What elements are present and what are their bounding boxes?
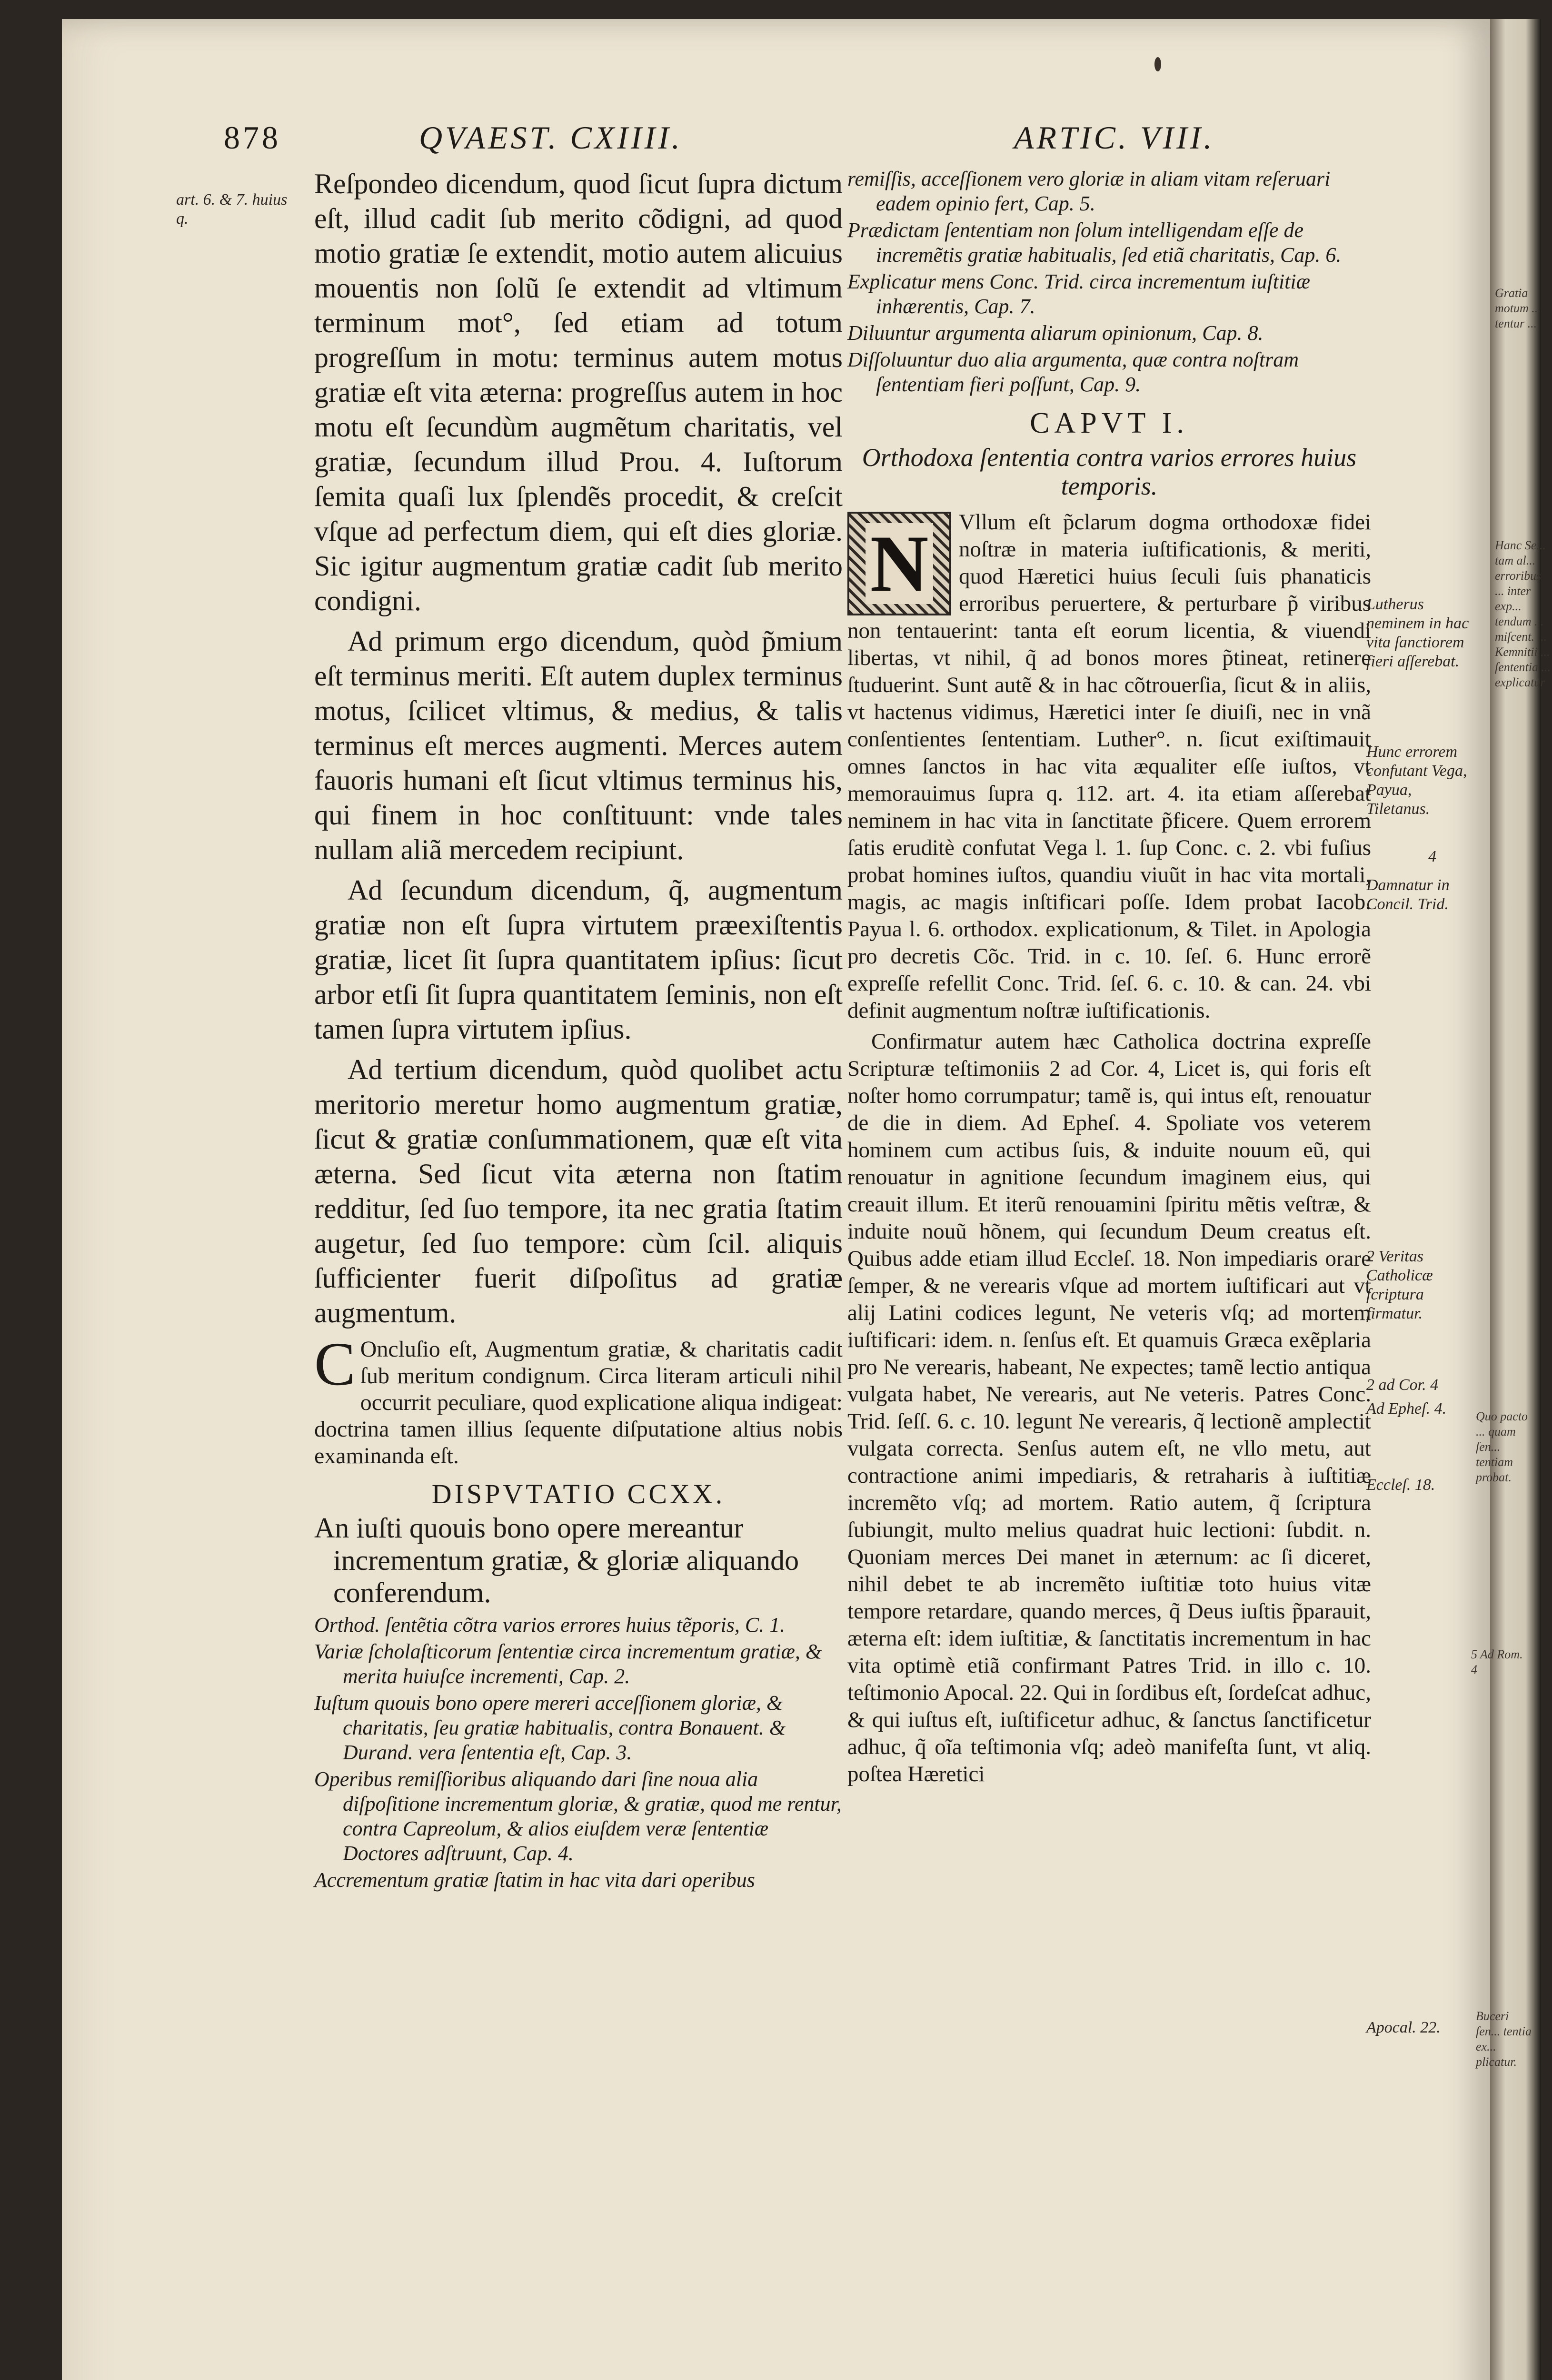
- conclusio-paragraph: [314, 1330, 843, 1469]
- conclusio-initial: C: [314, 1330, 356, 1398]
- margin-note-right: 4: [1428, 848, 1436, 865]
- margin-note-right: Eccleſ. 18.: [1366, 1476, 1435, 1494]
- left-column: [314, 167, 843, 1894]
- toc-item: Diluuntur argumenta aliarum opinionum, Cap. 8.: [847, 321, 1263, 345]
- disputatio-question: An iuſti quouis bono opere mereantur incrementum gratiæ, & gloriæ aliquando conferendum.: [314, 1512, 799, 1608]
- margin-note-far: Gratia motum ... tentur ...: [1495, 286, 1541, 330]
- running-head-quaestio: QVAEST. CXIIII.: [419, 119, 683, 156]
- margin-note-right: 2 ad Cor. 4: [1366, 1376, 1439, 1394]
- margin-note-left: art. 6. & 7. huius q.: [176, 191, 288, 228]
- margin-note-far: Hanc Se... tam al... erroribus ... inter exp... tendum ... miſcent. ... Kemnitii ... ſententia ... explicatur: [1495, 538, 1551, 689]
- toc-item: Diſſoluuntur duo alia argumenta, quæ contra noſtram ſententiam fieri poſſunt, Cap. 9.: [847, 348, 1299, 396]
- toc-item: Iuſtum quouis bono opere mereri acceſſionem gloriæ, & charitatis, ſeu gratiæ habitualis, contra Bonauent. & Durand. vera ſententia eſt, Cap. 3.: [314, 1691, 786, 1764]
- margin-note-right: Hunc errorem confutant Vega, Payua, Tiletanus.: [1366, 743, 1467, 818]
- toc-item: Operibus remiſſioribus aliquando dari ſine noua alia diſpoſitione incrementum gloriæ, & gratiæ, quod me rentur, contra Capreolum, & alios eiuſdem veræ ſententiæ Doctores adſtruunt, Cap. 4.: [314, 1767, 842, 1865]
- ad-primum-paragraph: Ad primum ergo dicendum, quòd p̃mium eſt terminus meriti. Eſt autem duplex terminus motus, ſcilicet vltimus, & medius, & talis terminus eſt merces augmenti. Merces autem fauoris humani eſt ſicut vltimus terminus his, qui finem in hoc conſtituunt: vnde tales nullam aliã mercedem recipiunt.: [314, 625, 843, 865]
- initial-letter: N: [866, 523, 934, 604]
- margin-note-far: Buceri ſen... tentia ex... plicatur.: [1476, 2009, 1532, 2069]
- caput-paragraph-2: Confirmatur autem hæc Catholica doctrina expreſſe Scripturæ teſtimoniis 2 ad Cor. 4, Licet is, qui foris eſt noſter homo corrumpatur; tamẽ is, qui intus eſt, renouatur de die in diem. Ad Epheſ. 4. Spoliate vos veterem hominem cum actibus ſuis, & induite nouum eũ, qui renouatur in agnitione ſecundum imaginem eius, qui creauit illum. Et iterũ renouamini ſpiritu mẽtis veſtræ, & induite nouũ hõnem, qui ſecundum Deum creatus eſt. Quibus adde etiam illud Eccleſ. 18. Non impediaris orare ſemper, & ne verearis vſque ad mortem iuſtificari aut vt alij Latini codices legunt, Ne veteris vſq; ad mortem iuſtificari: idem. n. ſenſus eſt. Et quamuis Græca exẽplaria pro Ne verearis, habeant, Ne expectes; tamẽ lectio antiqua vulgata habet, Ne verearis, aut Ne veteris. Patres Conc. Trid. ſeſſ. 6. c. 10. legunt Ne verearis, q̃ lectionẽ amplectit vulgata correcta. Senſus autem eſt, ne vllo metu, aut contractione animi impediaris, & retraharis à iuſtitiæ incremẽto vſq; ad mortem. Ratio autem, q̃ ſcriptura ſubiungit, multo melius quadrat huic lectioni: ſubdit. n. Quoniam merces Dei manet in æternum: ac ſi diceret, nihil debet te ab incremẽto iuſtitiæ toto huius vitæ tempore retardare, quando merces, q̃ Deus iuſtis p̃parauit, æterna eſt: idem iuſtitiæ, & ſanctitatis incrementum in hac vita optimè etiã confirmant Patres Trid. in illo c. 10. teſtimonio Apocal. 22. Qui in ſordibus eſt, ſordeſcat adhuc, & qui iuſtus eſt, iuſtificetur adhuc, & ſanctus ſanctificetur adhuc, q̃ oĩa teſtimonia vſq; adeò manifeſta ſunt, vt aliq. poſtea Hæretici: [847, 1029, 1371, 1786]
- ad-tertium-paragraph: Ad tertium dicendum, quòd quolibet actu meritorio meretur homo augmentum gratiæ, ſicut & gratiæ conſummationem, quæ eſt vita æterna. Sed ſicut vita æterna non ſtatim redditur, ſed ſuo tempore, ita nec gratia ſtatim augetur, ſed ſuo tempore: cùm ſcil. aliquis ſufficienter fuerit diſpoſitus ad gratiæ augmentum.: [314, 1054, 843, 1329]
- right-column: [847, 167, 1371, 1792]
- ink-spot: [1154, 57, 1161, 71]
- page-number: 878: [224, 119, 281, 156]
- toc-item: remiſſis, acceſſionem vero gloriæ in aliam vitam reſeruari eadem opinio fert, Cap. 5.: [847, 167, 1331, 215]
- toc-item: Orthod. ſentẽtia cõtra varios errores huius tẽporis, C. 1.: [314, 1613, 786, 1636]
- margin-note-far: Quo pacto ... quam ſen... tentiam probat.: [1476, 1409, 1528, 1484]
- disputatio-title: DISPVTATIO CCXX.: [431, 1478, 726, 1509]
- respondeo-paragraph: Reſpondeo dicendum, quod ſicut ſupra dictum eſt, illud cadit ſub merito cõdigni, ad quod motio gratiæ ſe extendit, motio autem alicuius mouentis non ſolũ ſe extendit ad vltimum terminum mot°, ſed etiam ad totum progreſſum in motu: terminus autem motus gratiæ eſt vita æterna: progreſſus autem in hoc motu eſt ſecundùm augmẽtum charitatis, vel gratiæ, ſecundum illud Prou. 4. Iuſtorum ſemita quaſi lux ſplendẽs procedit, & creſcit vſque ad perfectum diem, qui eſt dies gloriæ. Sic igitur augmentum gratiæ cadit ſub merito condigni.: [314, 168, 843, 616]
- toc-item: Explicatur mens Conc. Trid. circa incrementum iuſtitiæ inhærentis, Cap. 7.: [847, 270, 1310, 318]
- decorated-initial: [847, 512, 951, 615]
- running-head-articulus: ARTIC. VIII.: [1014, 119, 1215, 156]
- margin-note-right: Lutherus neminem in hac vita ſanctiorem fieri aſſerebat.: [1366, 595, 1469, 670]
- conclusio-text: Oncluſio eſt, Augmentum gratiæ, & charitatis cadit ſub meritum condignum. Circa literam articuli nihil occurrit peculiare, quod explicatione aliqua indigeat: doctrina tamen illius ſequente diſputatione altius nobis examinanda eſt.: [314, 1337, 843, 1468]
- caput-subtitle: Orthodoxa ſententia contra varios errores huius temporis.: [862, 443, 1357, 500]
- ad-secundum-paragraph: Ad ſecundum dicendum, q̃, augmentum gratiæ non eſt ſupra virtutem præexiſtentis gratiæ, licet ſit ſupra quantitatem ipſius: ſicut arbor etſi ſit ſupra quantitatem ſeminis, non eſt tamen ſupra virtutem ipſius.: [314, 874, 843, 1045]
- margin-note-right: Ad Epheſ. 4.: [1366, 1400, 1447, 1418]
- caput-paragraph-1-text: Vllum eſt p̃clarum dogma orthodoxæ fidei noſtræ in materia iuſtificationis, & meriti, quod Hæretici huius ſeculi ſuis phanaticis erroribus peruertere, & perturbare p̃ viribus non tentauerint: tanta eſt eorum licentia, & viuendi libertas, vt nihil, q̃ ad bonos mores p̃tineat, retinere ſtuduerint. Sunt autẽ & in hac cõtrouerſia, ſicut & in aliis, vt hactenus vidimus, Hæretici inter ſe diuiſi, nec in vnã conſentientes ſententiam. Luther°. n. ſicut exiſtimauit omnes ſanctos in hac vita æqualiter eſſe iuſtos, vt memorauimus ſupra q. 112. art. 4. ita etiam aſſerebat neminem in hac vita in ſanctitate p̃ficere. Quem errorem ſatis eruditè confutat Vega l. 1. ſup Conc. c. 2. vbi fuſius probat homines iuſtos, quandiu viuũt in hac vita mortali, magis, ac magis inſtificari poſſe. Idem probat Iacob. Payua l. 6. orthodox. explicationum, & Tilet. in Apologia pro decretis Cõc. Trid. in c. 10. ſeſ. 6. Hunc errorẽ expreſſe refellit Conc. Trid. ſeſ. 6. c. 10. & can. 24. vbi definit augmentum noſtræ iuſtificationis.: [847, 510, 1371, 1023]
- margin-note-right: Apocal. 22.: [1366, 2019, 1441, 2036]
- toc-item: Variæ ſcholaſticorum ſententiæ circa incrementum gratiæ, & merita huiuſce incrementi, Cap. 2.: [314, 1640, 822, 1688]
- caput-heading: CAPVT I.: [1030, 407, 1189, 439]
- margin-note-far: 5 Ad Rom. 4: [1471, 1647, 1523, 1676]
- toc-item: Prædictam ſententiam non ſolum intelligendam eſſe de incremẽtis gratiæ habitualis, ſed etiã charitatis, Cap. 6.: [847, 218, 1342, 267]
- toc-item: Accrementum gratiæ ſtatim in hac vita dari operibus: [314, 1868, 755, 1892]
- caput-paragraph-1: [847, 509, 1371, 1024]
- margin-note-right: Damnatur in Concil. Trid.: [1366, 876, 1450, 913]
- margin-note-right: 2 Veritas Catholicæ ſcriptura firmatur.: [1366, 1248, 1433, 1322]
